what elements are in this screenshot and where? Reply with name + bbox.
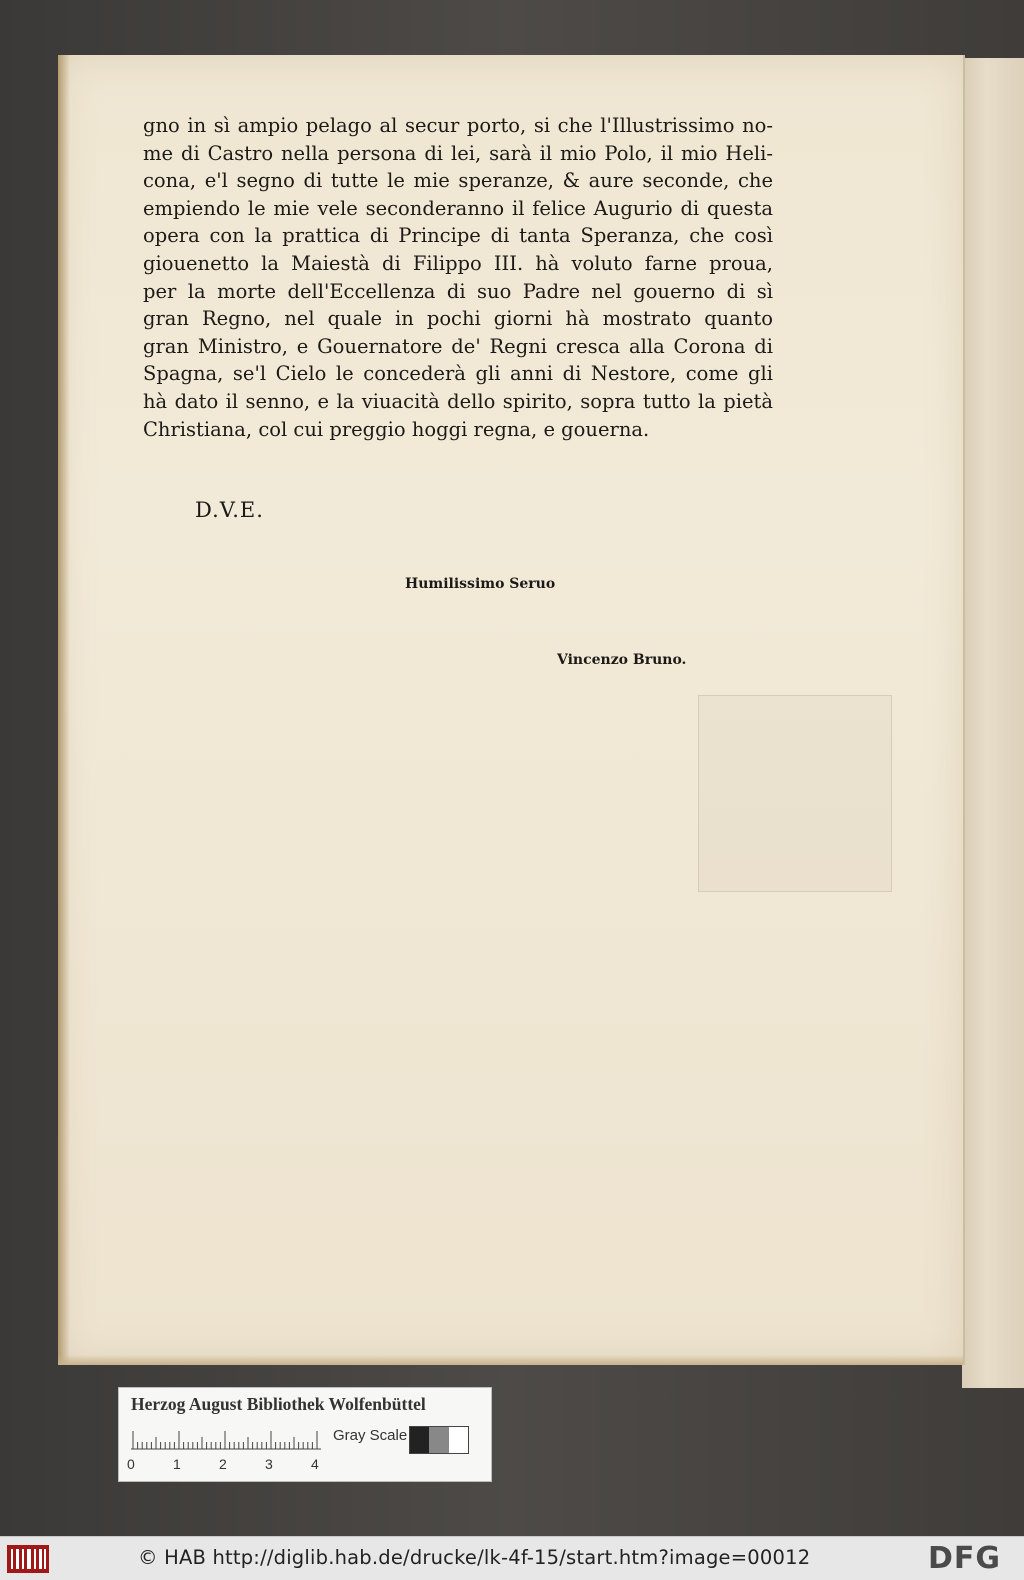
gray-scale-step <box>429 1427 448 1453</box>
body-line: cona, e'l segno di tutte le mie speranze, & aure seconde, che <box>143 169 773 193</box>
signature-name: Vincenzo Bruno. <box>557 652 687 668</box>
body-line: opera con la prattica di Principe di tanta Speranza, che così <box>143 224 773 248</box>
ruler-number: 1 <box>173 1456 181 1472</box>
gray-scale-label: Gray Scale <box>333 1427 408 1444</box>
library-name: Herzog August Bibliothek Wolfenbüttel <box>131 1394 426 1414</box>
barcode-icon <box>7 1545 49 1573</box>
source-url: © HAB http://diglib.hab.de/drucke/lk-4f-15/start.htm?image=00012 <box>138 1546 811 1569</box>
footer-bar <box>0 1536 1024 1580</box>
body-line: gno in sì ampio pelago al secur porto, si che l'Illustrissimo no- <box>143 114 773 137</box>
bleed-through-ornament <box>698 695 892 892</box>
body-line: per la morte dell'Eccellenza di suo Padre nel gouerno di sì <box>143 279 773 303</box>
closing-initials: D.V.E. <box>195 498 264 522</box>
gray-scale-swatch <box>409 1426 469 1454</box>
measurement-ruler <box>131 1428 321 1450</box>
body-line: gran Ministro, e Gouernatore de' Regni cresca alla Corona di <box>143 334 773 358</box>
body-line: giouenetto la Maiestà di Filippo III. hà voluto farne proua, <box>143 251 773 275</box>
dfg-logo: DFG <box>928 1541 1002 1576</box>
body-text <box>143 112 773 443</box>
ruler-number: 3 <box>265 1456 273 1472</box>
ruler-number: 0 <box>127 1456 135 1472</box>
body-line: hà dato il senno, e la viuacità dello spirito, sopra tutto la pietà <box>143 389 773 413</box>
ruler-number: 2 <box>219 1456 227 1472</box>
body-line: Christiana, col cui preggio hoggi regna, e gouerna. <box>143 417 650 441</box>
body-line: Spagna, se'l Cielo le concederà gli anni di Nestore, come gli <box>143 362 773 386</box>
body-line: empiendo le mie vele seconderanno il felice Augurio di questa <box>143 196 773 220</box>
gray-scale-step <box>410 1427 429 1453</box>
ruler-number: 4 <box>311 1456 319 1472</box>
library-label-card <box>118 1387 492 1482</box>
body-line: gran Regno, nel quale in pochi giorni hà mostrato quanto <box>143 307 773 331</box>
ruler-numbers <box>127 1456 327 1476</box>
servo-line: Humilissimo Seruo <box>405 576 556 592</box>
adjacent-page-edge <box>962 58 1024 1388</box>
body-line: me di Castro nella persona di lei, sarà il mio Polo, il mio Heli- <box>143 141 773 165</box>
gray-scale-step <box>449 1427 468 1453</box>
